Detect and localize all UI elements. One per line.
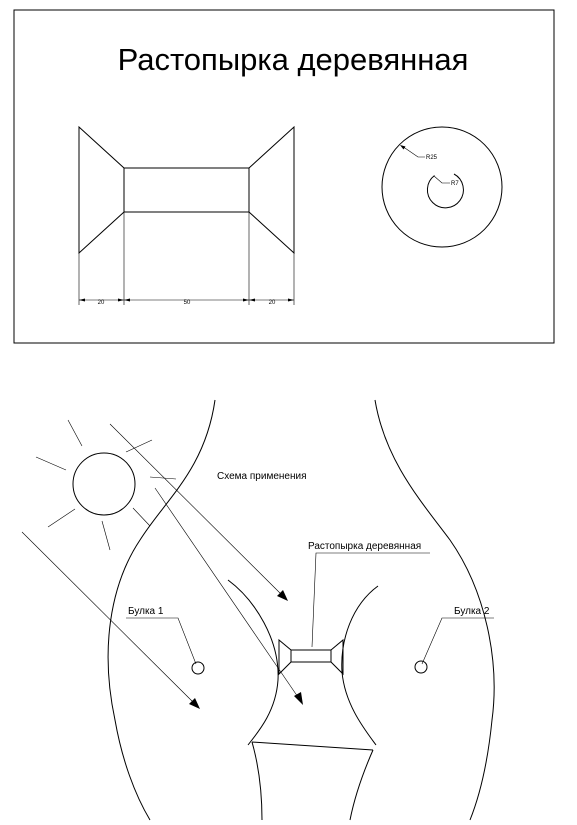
spreader-middle [291,650,331,662]
inner-radius-label: R7 [451,181,459,187]
sun-ray [133,508,150,526]
sun-ray [126,440,152,452]
side-view [79,127,294,253]
dimension-label-left: 20 [97,300,105,306]
body-outline [108,400,494,820]
spreader-in-use [279,640,343,674]
radius-leader-outer [402,146,425,157]
inner-right-contour [342,586,378,745]
scheme-title: Схема применения [217,471,307,482]
crotch-line-top [252,742,373,750]
inner-leg-left [252,742,262,820]
light-rays [22,424,303,709]
dimension-arrow [118,299,124,302]
dimension-label-middle: 50 [183,300,191,306]
end-view [382,127,502,247]
dimension-arrow [124,299,130,302]
device-label-leader [312,553,430,647]
light-ray-arrowhead [294,692,303,705]
technical-drawing-sheet [14,10,554,343]
light-ray [110,424,285,598]
sun-ray [68,420,82,446]
dimension-arrow [249,299,255,302]
sun-ray [102,521,110,550]
right-flare [249,127,294,253]
left-flare [79,127,124,253]
radius-leader-inner [434,176,450,183]
right-label: Булка 2 [454,606,490,617]
drawing-title: Растопырка деревянная [117,42,469,77]
radius-arrow-outer [400,145,406,150]
inner-leg-right [350,750,373,820]
sun-ray [36,457,66,470]
spreader-right-flare [331,640,343,674]
sun-ray [48,509,75,527]
right-label-leader [422,618,494,664]
sun-ray [150,477,176,479]
middle-bar [124,168,249,212]
dimension-label-right: 20 [268,300,276,306]
sun-disc [73,453,135,515]
right-marker-circle [415,661,427,673]
dimension-lines [79,212,294,306]
spreader-left-flare [279,640,291,674]
application-scheme [22,400,494,820]
device-label: Растопырка деревянная [308,541,422,552]
dimension-arrow [288,299,294,302]
inner-arc [427,174,463,208]
left-marker-circle [192,662,204,674]
left-label-leader [126,618,196,664]
left-label: Булка 1 [128,606,164,617]
outer-radius-label: R25 [426,155,438,161]
dimension-arrow [79,299,85,302]
sun-icon [36,420,176,550]
inner-left-contour [228,580,278,745]
dimension-arrow [243,299,249,302]
